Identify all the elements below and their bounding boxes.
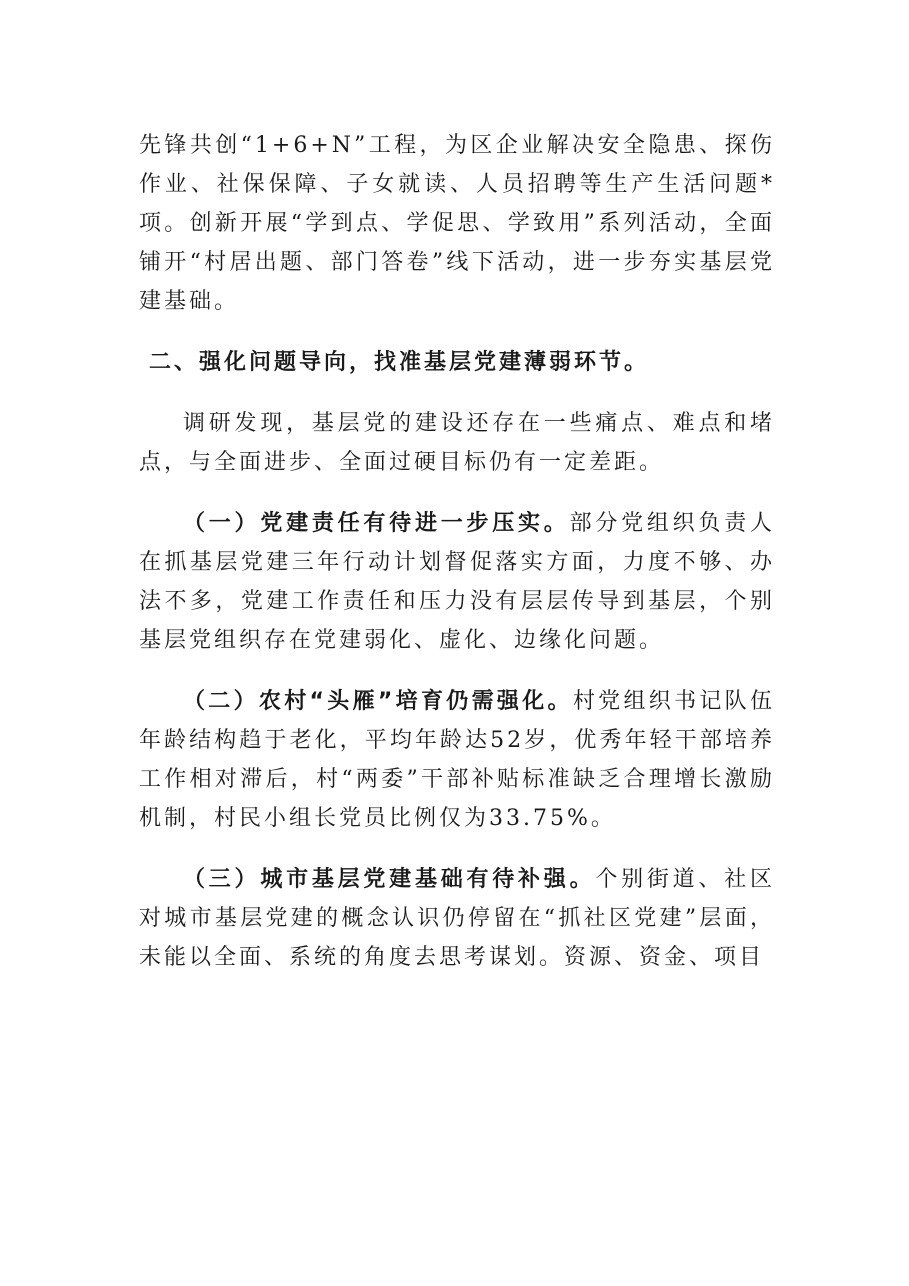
paragraph-continuation: 先锋共创“1+6+N”工程，为区企业解决安全隐患、探伤作业、社保保障、子女就读、人员招聘等生产生活问题*项。创新开展“学到点、学促思、学致用”系列活动，全面铺开“村居出题、部门答卷”线下活动，进一步夯实基层党建基础。	[139, 133, 775, 314]
subsection-1-body: 部分党组织负责人在抓基层党建三年行动计划督促落实方面，力度不够、办法不多，党建工作责任和压力没有层层传导到基层，个别基层党组织存在党建弱化、虚化、边缘化问题。	[139, 511, 775, 653]
document-body	[139, 126, 775, 999]
subsection-3-body: 个别街道、社区对城市基层党建的概念认识仍停留在“抓社区党建”层面，未能以全面、系统的角度去思考谋划。资源、资金、项目	[139, 867, 775, 970]
paragraph-subsection-3	[139, 860, 775, 977]
paragraph-subsection-1	[139, 504, 775, 660]
subsection-2-lead: （二）农村“头雁”培育仍需强化。	[183, 689, 573, 714]
paragraph-survey-findings: 调研发现，基层党的建设还存在一些痛点、难点和堵点，与全面进步、全面过硬目标仍有一定差距。	[139, 411, 775, 475]
subsection-1-lead: （一）党建责任有待进一步压实。	[183, 511, 570, 536]
subsection-3-lead: （三）城市基层党建基础有待补强。	[183, 867, 596, 892]
subsection-2-body: 村党组织书记队伍年龄结构趋于老化，平均年龄达52岁，优秀年轻干部培养工作相对滞后，村“两委”干部补贴标准缺乏合理增长激励机制，村民小组长党员比例仅为33.75%。	[139, 689, 775, 831]
paragraph-subsection-2	[139, 682, 775, 838]
section-heading-2: 二、强化问题导向，找准基层党建薄弱环节。	[149, 350, 650, 375]
